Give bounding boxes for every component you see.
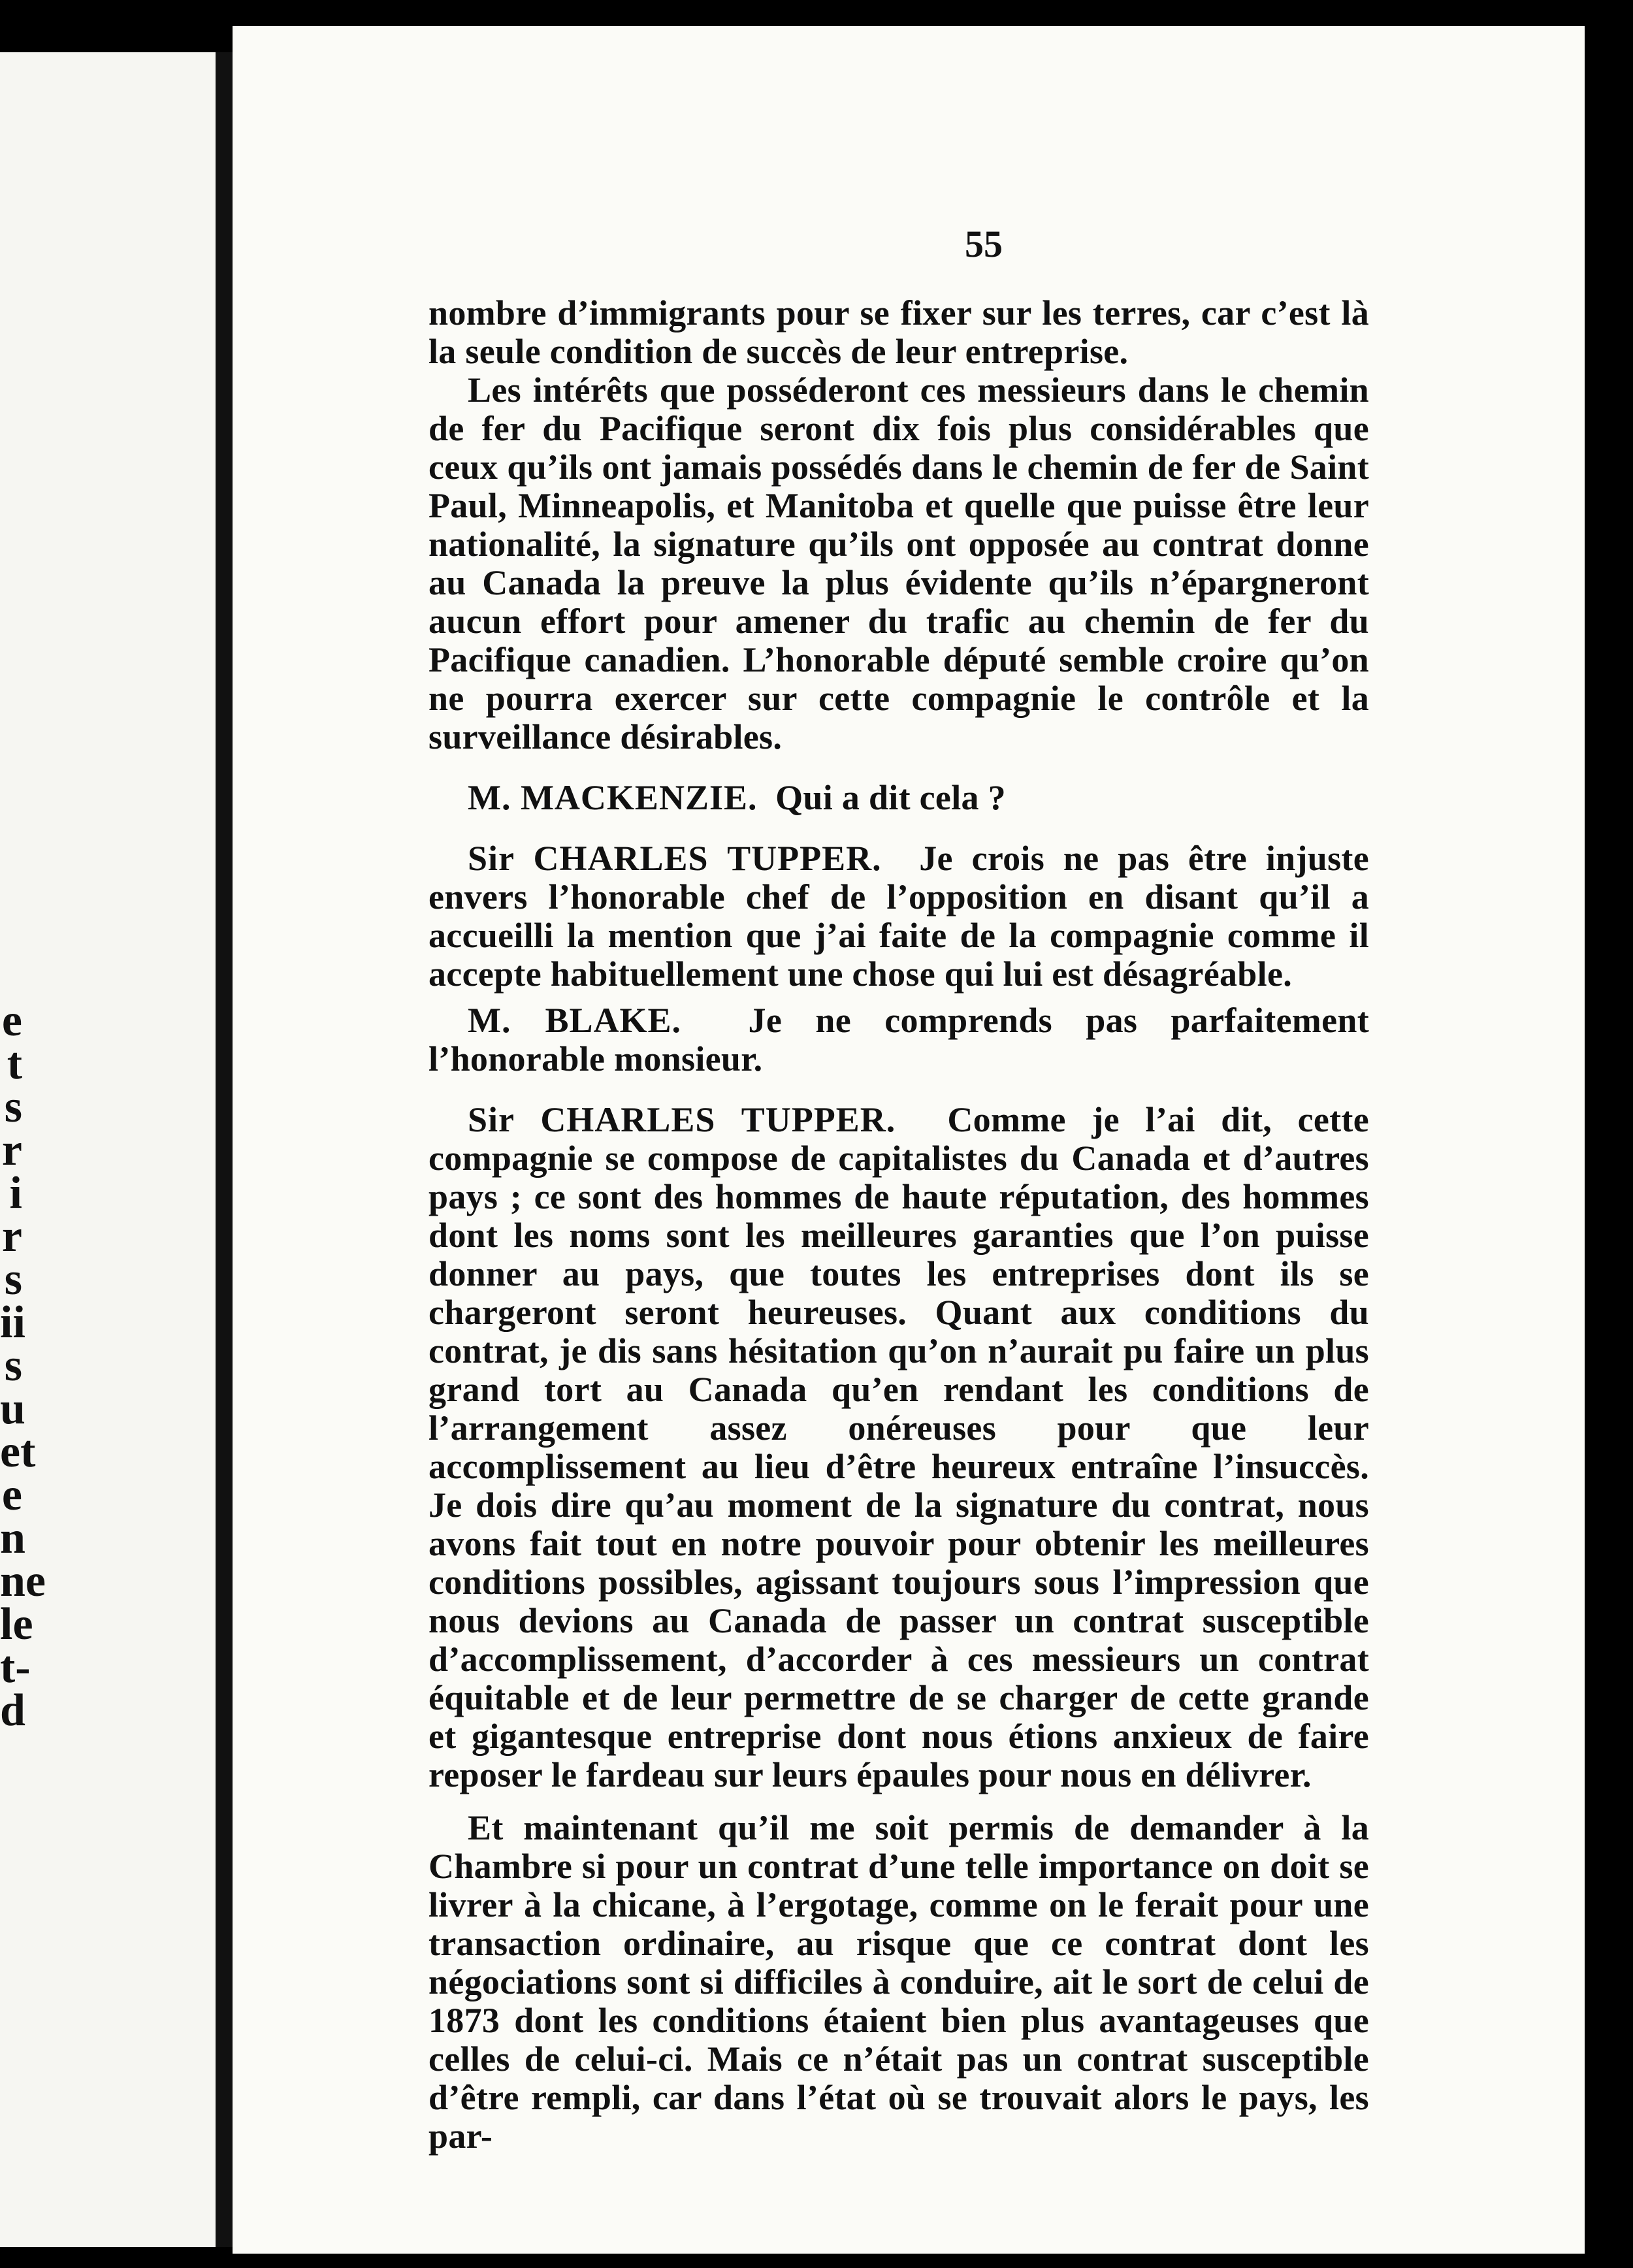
paragraph: nombre d’immigrants pour se fixer sur les terres, car c’est là la seule condition de succès de leur entreprise. <box>428 293 1369 371</box>
fragment: le <box>0 1599 33 1649</box>
fragment: u <box>0 1384 25 1434</box>
speech-text: Comme je l’ai dit, cette compagnie se compose de capitalistes du Canada et d’autres pays ; ce sont des hommes de haute réputation, des hommes dont les noms sont les meilleures garanties que l’on puisse donner au pays, que toutes les entreprises dont ils se chargeront seront heureuses. Quant aux conditions du contrat, je dis sans hésitation qu’on n’aurait pu faire un plus grand tort au Canada qu’en rendant les conditions de l’arrangement assez onéreuses pour que leur accomplissement au lieu d’être heureux entraîne l’insuccès. Je dois dire qu’au moment de la signature du contrat, nous avons fait tout en notre pouvoir pour obtenir les meilleures conditions possibles, agissant toujours sous l’impression que nous devions au Canada de passer un contrat susceptible d’accomplissement, d’accorder à ces messieurs un contrat équitable et de leur permettre de se charger de cette grande et gigantesque entreprise dont nous étions anxieux de faire reposer le fardeau sur leurs épaules pour nous en délivrer. <box>428 1100 1369 1794</box>
previous-page-edge <box>0 52 216 2247</box>
fragment: t- <box>0 1642 31 1693</box>
speech-paragraph <box>428 779 1369 817</box>
paragraph: Les intérêts que posséderont ces messieurs dans le chemin de fer du Pacifique seront dix fois plus considérables que ceux qu’ils ont jamais possédés dans le chemin de fer de Saint Paul, Minneapolis, et Manitoba et quelle que puisse être leur nationalité, la signature qu’ils ont opposée au contrat donne au Canada la preuve la plus évidente qu’ils n’épargneront aucun effort pour amener du trafic au chemin de fer du Pacifique canadien. L’honorable député semble croire qu’on ne pourra exercer sur cette compagnie le contrôle et la surveillance désirables. <box>428 370 1369 756</box>
fragment: ne <box>0 1556 46 1606</box>
speech-paragraph <box>428 839 1369 994</box>
book-gutter <box>216 52 233 2247</box>
fragment: ii <box>0 1297 25 1348</box>
fragment: t <box>7 1039 22 1089</box>
speech-text: Qui a dit cela ? <box>775 778 1006 817</box>
speech-text: Je ne comprends pas parfaitement l’honorable monsieur. <box>428 1001 1369 1078</box>
paragraph: Et maintenant qu’il me soit permis de demander à la Chambre si pour un contrat d’une telle importance on doit se livrer à la chicane, à l’ergotage, comme on le ferait pour une transaction ordinaire, au risque que ce contrat dont les négociations sont si difficiles à conduire, ait le sort de celui de 1873 dont les conditions étaient bien plus avantageuses que celles de celui-ci. Mais ce n’était pas un contrat susceptible d’être rempli, car dans l’état où se trouvait alors le pays, les par- <box>428 1808 1369 2156</box>
speech-paragraph <box>428 1101 1369 1794</box>
fragment: et <box>0 1427 36 1477</box>
speaker-name: Sir CHARLES TUPPER. <box>468 1100 896 1139</box>
fragment: s <box>4 1082 22 1132</box>
fragment: s <box>4 1254 22 1304</box>
page-number: 55 <box>965 223 1003 265</box>
body-text <box>428 294 1369 2156</box>
fragment: i <box>9 1168 22 1218</box>
speech-text: Je crois ne pas être injuste envers l’honorable chef de l’opposition en disant qu’il a accueilli la mention que j’ai faite de la compagnie comme il accepte habituellement une chose qui lui est désagréable. <box>428 839 1369 994</box>
fragment: s <box>4 1340 22 1391</box>
previous-page-fragments <box>0 996 216 1736</box>
scan-border <box>1585 0 1633 2268</box>
speech-paragraph <box>428 1001 1369 1078</box>
document-page <box>233 26 1585 2254</box>
fragment: r <box>1 1211 22 1261</box>
speaker-name: M. MACKENZIE. <box>468 778 758 817</box>
fragment: d <box>0 1685 25 1736</box>
fragment: e <box>1 1470 22 1520</box>
speaker-name: M. BLAKE. <box>468 1001 681 1040</box>
fragment: n <box>0 1513 25 1563</box>
fragment: r <box>1 1125 22 1175</box>
fragment: e <box>1 996 22 1046</box>
speaker-name: Sir CHARLES TUPPER. <box>468 839 882 878</box>
